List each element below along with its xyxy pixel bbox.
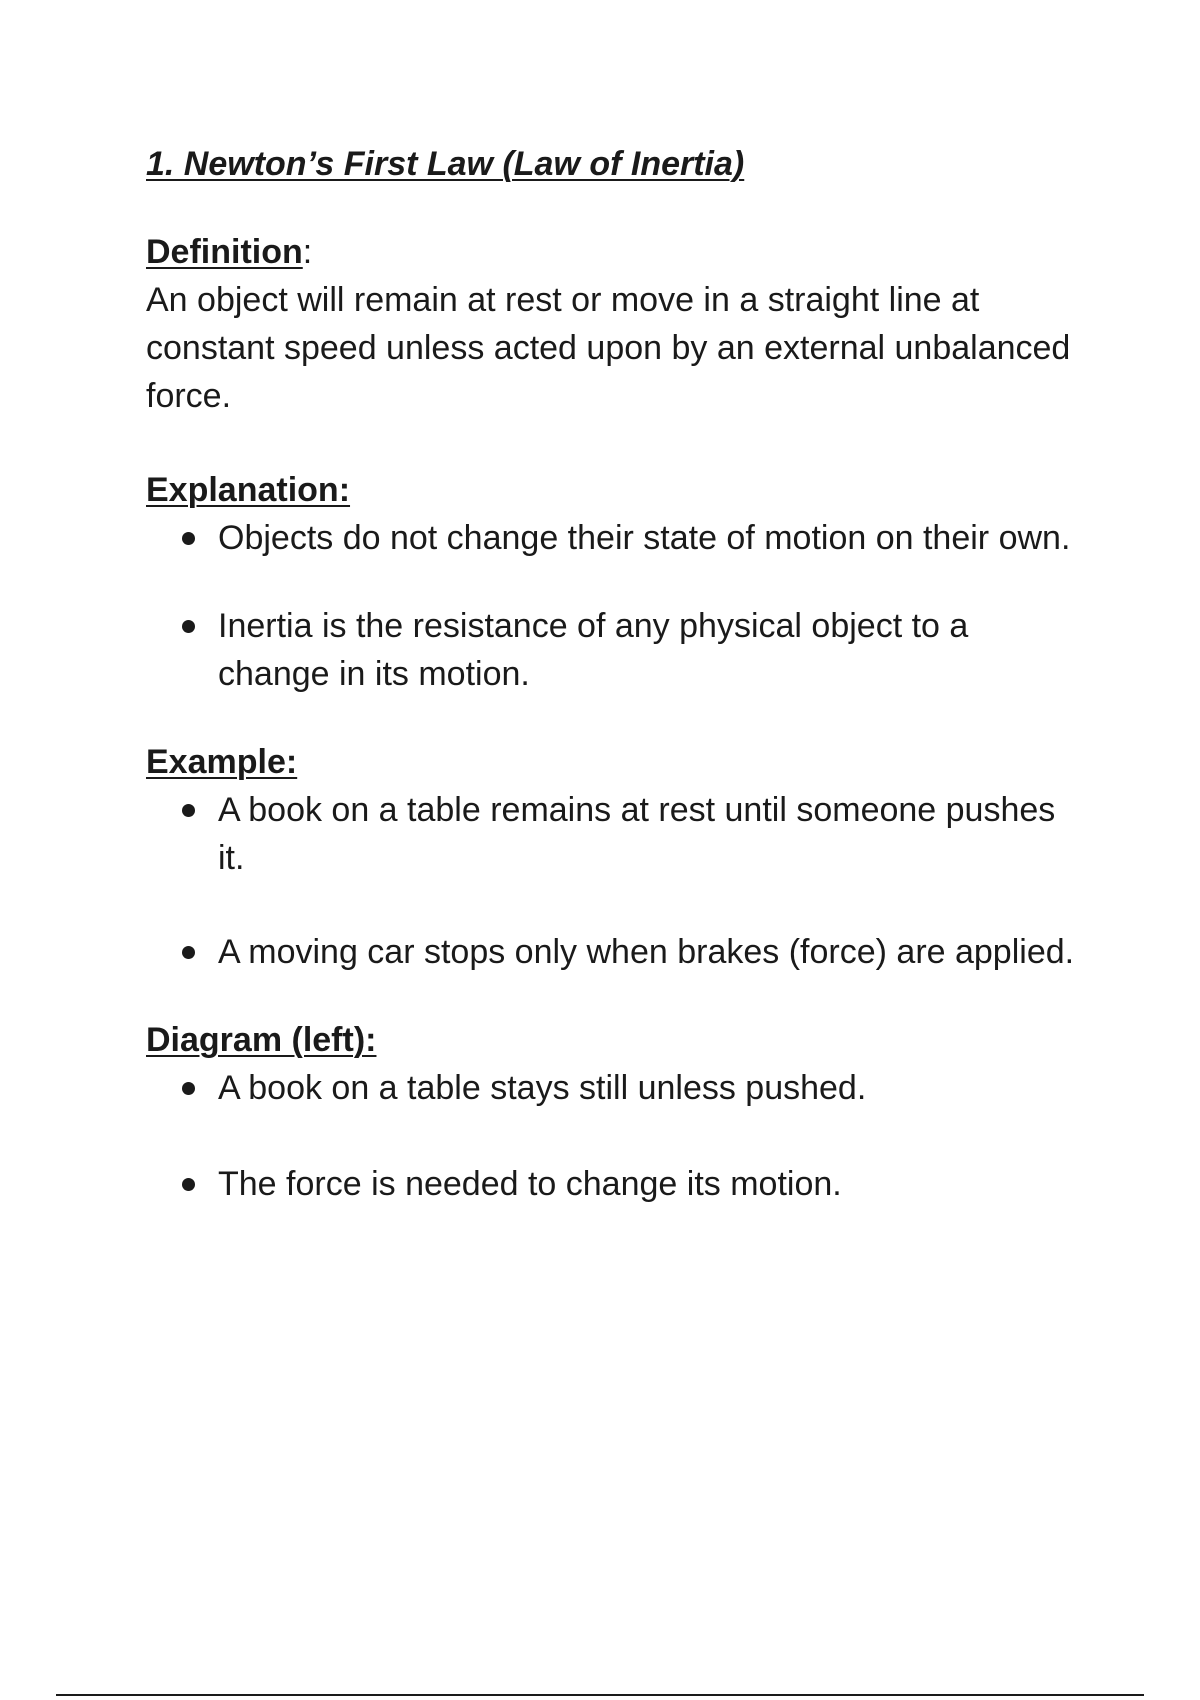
bullet-icon [182, 532, 195, 545]
list-item [146, 514, 1076, 562]
diagram-list [146, 1064, 1076, 1208]
example-heading [146, 738, 1076, 786]
list-item-text: The force is needed to change its motion. [218, 1165, 842, 1203]
bullet-icon [182, 620, 195, 633]
spacer [146, 188, 1076, 228]
list-item [146, 928, 1076, 976]
spacer [146, 882, 1076, 928]
diagram-section [146, 1016, 1076, 1208]
example-heading-label: Example: [146, 743, 298, 781]
spacer [146, 420, 1076, 466]
page-title: 1. Newton’s First Law (Law of Inertia) [146, 145, 745, 183]
spacer [146, 1112, 1076, 1160]
list-item-text: Objects do not change their state of motion on their own. [218, 519, 1071, 557]
spacer [146, 976, 1076, 1016]
explanation-section [146, 466, 1076, 698]
explanation-list [146, 514, 1076, 698]
definition-text: An object will remain at rest or move in a straight line at constant speed unless acted upon by an external unbalanced force. [146, 281, 1071, 415]
list-item [146, 1064, 1076, 1112]
diagram-heading-label: Diagram (left): [146, 1021, 377, 1059]
explanation-heading-label: Explanation: [146, 471, 351, 509]
list-item [146, 602, 1076, 698]
definition-section [146, 228, 1076, 420]
document-page [146, 140, 1076, 1208]
example-section [146, 738, 1076, 976]
explanation-heading [146, 466, 1076, 514]
bullet-icon [182, 1082, 195, 1095]
spacer [146, 562, 1076, 602]
list-item-text: A book on a table remains at rest until someone pushes it. [218, 791, 1056, 877]
list-item-text: A moving car stops only when brakes (force) are applied. [218, 933, 1075, 971]
bullet-icon [182, 1178, 195, 1191]
bullet-icon [182, 804, 195, 817]
diagram-heading [146, 1016, 1076, 1064]
definition-heading-label: Definition [146, 233, 303, 271]
list-item-text: A book on a table stays still unless pushed. [218, 1069, 867, 1107]
definition-heading [146, 228, 1076, 276]
list-item [146, 1160, 1076, 1208]
definition-heading-colon: : [302, 233, 313, 271]
list-item-text: Inertia is the resistance of any physical object to a change in its motion. [218, 607, 969, 693]
spacer [146, 698, 1076, 738]
list-item [146, 786, 1076, 882]
page-divider [56, 1694, 1144, 1696]
bullet-icon [182, 946, 195, 959]
example-list [146, 786, 1076, 976]
